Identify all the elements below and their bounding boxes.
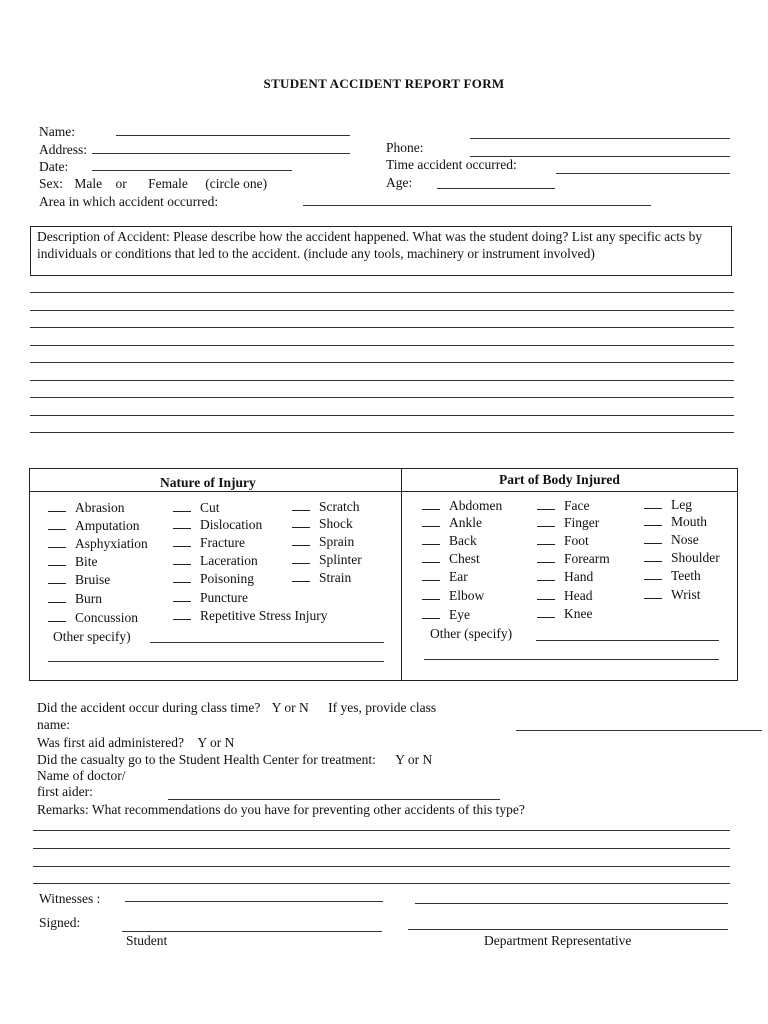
body-item[interactable]: Back — [422, 533, 477, 549]
time-label: Time accident occurred: — [386, 157, 517, 172]
nature-header: Nature of Injury — [160, 475, 256, 490]
body-other-label: Other (specify) — [430, 626, 513, 641]
body-item[interactable]: Elbow — [422, 588, 484, 604]
nature-item[interactable]: Repetitive Stress Injury — [173, 608, 327, 624]
nature-item[interactable]: Cut — [173, 500, 220, 516]
nature-item[interactable]: Dislocation — [173, 517, 262, 533]
description-line[interactable] — [30, 432, 734, 433]
body-item[interactable]: Wrist — [644, 587, 700, 603]
class-time-question: Did the accident occur during class time? Y or N If yes, provide class — [37, 700, 437, 715]
remarks-line[interactable] — [33, 883, 730, 884]
doctor-field[interactable] — [168, 799, 500, 800]
description-line[interactable] — [30, 345, 734, 346]
description-line[interactable] — [30, 310, 734, 311]
class-name-label: name: — [37, 717, 70, 732]
body-item[interactable]: Foot — [537, 533, 589, 549]
witnesses-label: Witnesses : — [39, 891, 101, 906]
doctor-label: Name of doctor/ — [37, 768, 126, 783]
body-item[interactable]: Chest — [422, 551, 480, 567]
body-other-field[interactable] — [536, 640, 719, 641]
remarks-line[interactable] — [33, 830, 730, 831]
address-label: Address: — [39, 142, 87, 157]
remarks-line[interactable] — [33, 848, 730, 849]
female-option[interactable]: Female — [148, 176, 188, 191]
body-item[interactable]: Forearm — [537, 551, 610, 567]
nature-item[interactable]: Fracture — [173, 535, 245, 551]
body-item[interactable]: Nose — [644, 532, 699, 548]
health-center-yn[interactable]: Y or N — [395, 752, 433, 767]
nature-other-field-2[interactable] — [48, 661, 384, 662]
nature-other-field[interactable] — [150, 642, 384, 643]
nature-item[interactable]: Asphyxiation — [48, 536, 148, 552]
first-aider-label: first aider: — [37, 784, 93, 799]
signed-label: Signed: — [39, 915, 81, 930]
student-signature-field[interactable] — [122, 931, 382, 932]
department-signature-field[interactable] — [408, 929, 728, 930]
body-item[interactable]: Face — [537, 498, 589, 514]
witness-field-1[interactable] — [125, 901, 383, 902]
nature-item[interactable]: Shock — [292, 516, 353, 532]
body-header: Part of Body Injured — [499, 472, 620, 487]
nature-item[interactable]: Laceration — [173, 553, 258, 569]
male-option[interactable]: Male — [74, 176, 103, 191]
nature-item[interactable]: Abrasion — [48, 500, 125, 516]
body-item[interactable]: Ear — [422, 569, 468, 585]
first-aid-question: Was first aid administered? Y or N — [37, 735, 235, 750]
remarks-label: Remarks: What recommendations do you have for preventing other accidents of this type? — [37, 802, 525, 817]
nature-item[interactable]: Burn — [48, 591, 102, 607]
area-field[interactable] — [303, 205, 651, 206]
age-label: Age: — [386, 175, 413, 190]
body-item[interactable]: Teeth — [644, 568, 701, 584]
time-field[interactable] — [556, 173, 730, 174]
body-item[interactable]: Hand — [537, 569, 593, 585]
body-item[interactable]: Shoulder — [644, 550, 720, 566]
body-item[interactable]: Finger — [537, 515, 599, 531]
first-aid-yn[interactable]: Y or N — [197, 735, 235, 750]
date-field[interactable] — [92, 170, 292, 171]
body-item[interactable]: Knee — [537, 606, 592, 622]
student-label: Student — [126, 933, 168, 948]
department-label: Department Representative — [484, 933, 632, 948]
nature-item[interactable]: Puncture — [173, 590, 248, 606]
nature-item[interactable]: Strain — [292, 570, 351, 586]
area-label: Area in which accident occurred: — [39, 194, 219, 209]
nature-item[interactable]: Scratch — [292, 499, 359, 515]
description-line[interactable] — [30, 380, 734, 381]
phone-label: Phone: — [386, 140, 424, 155]
body-item[interactable]: Leg — [644, 497, 692, 513]
nature-item[interactable]: Bruise — [48, 572, 110, 588]
nature-item[interactable]: Sprain — [292, 534, 354, 550]
sex-label: Sex: Male or Female (circle one) — [39, 176, 268, 191]
body-item[interactable]: Head — [537, 588, 592, 604]
nature-item[interactable]: Bite — [48, 554, 98, 570]
nature-item[interactable]: Poisoning — [173, 571, 254, 587]
description-line[interactable] — [30, 292, 734, 293]
class-time-yn[interactable]: Y or N — [271, 700, 309, 715]
nature-item[interactable]: Splinter — [292, 552, 362, 568]
body-item[interactable]: Abdomen — [422, 498, 502, 514]
description-line[interactable] — [30, 327, 734, 328]
name-label: Name: — [39, 124, 75, 139]
body-item[interactable]: Ankle — [422, 515, 482, 531]
description-line[interactable] — [30, 415, 734, 416]
description-line[interactable] — [30, 397, 734, 398]
injury-table — [29, 468, 738, 681]
remarks-line[interactable] — [33, 866, 730, 867]
body-other-field-2[interactable] — [424, 659, 719, 660]
health-center-question: Did the casualty go to the Student Health Center for treatment: Y or N — [37, 752, 433, 767]
body-item[interactable]: Mouth — [644, 514, 707, 530]
name-field[interactable] — [116, 135, 350, 136]
description-box: Description of Accident: Please describe how the accident happened. What was the student doing? List any specific acts by individuals or conditions that led to the accident. (include any tools, machinery or instrument involved) — [30, 226, 732, 276]
age-field[interactable] — [437, 188, 555, 189]
address-field[interactable] — [92, 153, 350, 154]
phone-field[interactable] — [470, 138, 730, 139]
nature-other-label: Other specify) — [53, 629, 131, 644]
description-line[interactable] — [30, 362, 734, 363]
body-item[interactable]: Eye — [422, 607, 470, 623]
witness-field-2[interactable] — [415, 903, 728, 904]
nature-item[interactable]: Amputation — [48, 518, 140, 534]
form-title: STUDENT ACCIDENT REPORT FORM — [263, 76, 505, 91]
date-label: Date: — [39, 159, 69, 174]
class-name-field[interactable] — [516, 730, 762, 731]
nature-item[interactable]: Concussion — [48, 610, 138, 626]
